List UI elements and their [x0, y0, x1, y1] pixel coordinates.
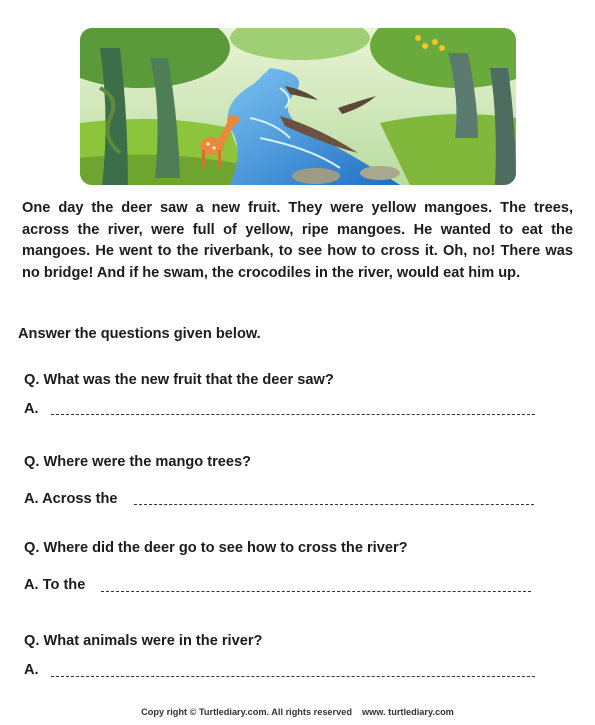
story-passage: One day the deer saw a new fruit. They were yellow mangoes. The trees, across the river, were full of yellow, ripe mangoes. He wanted to eat the mangoes. He went to the riverbank, to see how to cross it. Oh, no! There was no bridge! And if he swam, the crocodiles in the river, would eat him up. [22, 200, 573, 281]
footer-website-link[interactable]: www. turtlediary.com [361, 707, 454, 717]
answer-label-4: A. [24, 662, 39, 678]
question-4: Q. What animals were in the river? [24, 633, 263, 649]
footer-copyright: Copy right © Turtlediary.com. All rights reserved [141, 707, 352, 717]
answer-blank-4[interactable] [51, 676, 535, 677]
answer-label-3: A. To the [24, 577, 86, 593]
answer-label-1: A. [24, 401, 39, 417]
question-3: Q. Where did the deer go to see how to cross the river? [24, 540, 408, 556]
answer-label-2: A. Across the [24, 491, 118, 507]
answer-blank-2[interactable] [134, 504, 534, 505]
footer [0, 707, 595, 717]
deer-crocodile-river-illustration [80, 28, 516, 185]
answer-blank-3[interactable] [101, 591, 531, 592]
answer-blank-1[interactable] [51, 414, 535, 415]
question-1: Q. What was the new fruit that the deer saw? [24, 372, 334, 388]
story-illustration [80, 28, 516, 185]
instructions-text: Answer the questions given below. [18, 326, 261, 342]
question-2: Q. Where were the mango trees? [24, 454, 252, 470]
